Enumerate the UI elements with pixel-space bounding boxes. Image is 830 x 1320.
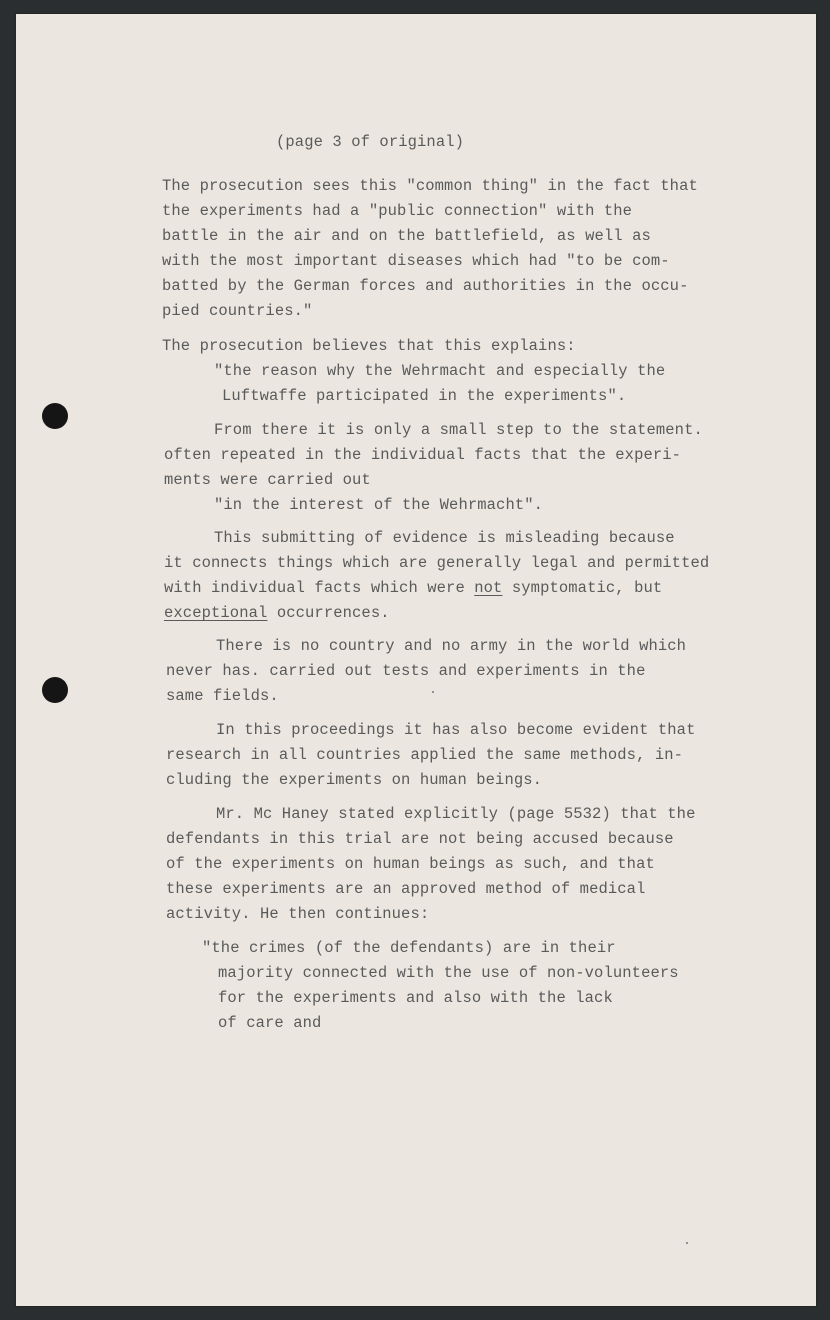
text-segment: symptomatic, but — [502, 579, 663, 597]
quote-line: Luftwaffe participated in the experiments". — [222, 387, 627, 405]
underlined-word: exceptional — [164, 604, 268, 622]
quote-line: "in the interest of the Wehrmacht". — [214, 496, 544, 514]
text-line: battle in the air and on the battlefield, as well as — [162, 227, 651, 245]
text-line: There is no country and no army in the world which — [216, 637, 687, 655]
document-page — [16, 14, 816, 1306]
text-line: In this proceedings it has also become evident that — [216, 721, 696, 739]
text-segment: occurrences. — [267, 604, 390, 622]
text-line: these experiments are an approved method of medical — [166, 880, 646, 898]
quote-line: of care and — [218, 1014, 322, 1032]
text-line — [164, 603, 390, 623]
text-line: The prosecution believes that this explains: — [162, 337, 576, 355]
text-line: From there it is only a small step to the statement. — [214, 421, 703, 439]
page-header: (page 3 of original) — [276, 133, 465, 151]
text-line: research in all countries applied the same methods, in- — [166, 746, 684, 764]
text-segment: with individual facts which were — [164, 579, 475, 597]
text-line: it connects things which are generally legal and permitted — [164, 554, 710, 572]
text-line: with the most important diseases which had "to be com- — [162, 252, 670, 270]
text-line: activity. He then continues: — [166, 905, 430, 923]
punch-hole-bottom — [42, 677, 68, 703]
underlined-word: not — [474, 579, 503, 597]
text-line — [164, 578, 662, 598]
text-line: defendants in this trial are not being accused because — [166, 830, 674, 848]
text-line: never has. carried out tests and experiments in the — [166, 662, 646, 680]
punch-hole-top — [42, 403, 68, 429]
text-line: batted by the German forces and authorities in the occu- — [162, 277, 689, 295]
quote-line: "the crimes (of the defendants) are in their — [202, 939, 616, 957]
text-line: pied countries." — [162, 302, 313, 320]
text-line: same fields. — [166, 687, 279, 705]
quote-line: for the experiments and also with the lack — [218, 989, 613, 1007]
text-line: of the experiments on human beings as such, and that — [166, 855, 655, 873]
quote-line: "the reason why the Wehrmacht and especially the — [214, 362, 666, 380]
text-line: cluding the experiments on human beings. — [166, 771, 543, 789]
text-line: often repeated in the individual facts that the experi- — [164, 446, 682, 464]
quote-line: majority connected with the use of non-volunteers — [218, 964, 679, 982]
paper-speck — [686, 1242, 688, 1244]
text-line: the experiments had a "public connection" with the — [162, 202, 633, 220]
text-line: The prosecution sees this "common thing" in the fact that — [162, 177, 698, 195]
paper-speck — [432, 691, 434, 693]
text-line: ments were carried out — [164, 471, 371, 489]
text-line: This submitting of evidence is misleading because — [214, 529, 675, 547]
text-line: Mr. Mc Haney stated explicitly (page 5532) that the — [216, 805, 696, 823]
